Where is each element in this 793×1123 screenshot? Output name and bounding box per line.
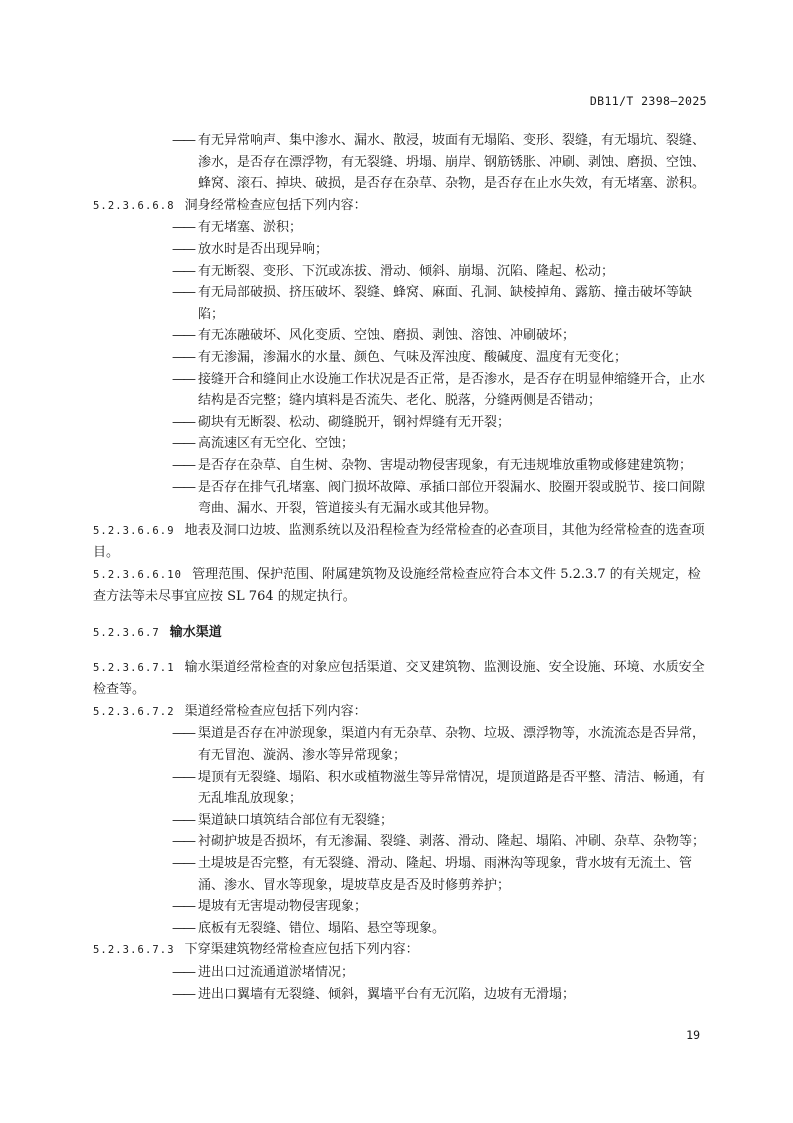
list-item: —— 有无异常响声、集中渗水、漏水、散浸，坡面有无塌陷、变形、裂缝，有无塌坑、裂缝、渗水，是否存在漂浮物，有无裂缝、坍塌、崩岸、钢筋锈胀、冲刷、剥蚀、磨损、空蚀、蜂窝、滚石、掉块、破损，是否存在杂草、杂物，是否存在止水失效，有无堵塞、淤积。 — [93, 130, 705, 195]
dash-marker: —— — [172, 856, 194, 871]
dash-marker: —— — [172, 479, 194, 495]
dash-marker: —— — [172, 436, 194, 452]
clause — [93, 939, 705, 962]
list-item: —— 渠道是否存在冲淤现象，渠道内有无杂草、杂物、垃圾、漂浮物等，水流流态是否异常，有无冒泡、漩涡、渗水等异常现象； — [93, 723, 705, 766]
list-item: —— 有无堵塞、淤积； — [93, 217, 705, 239]
list-item: —— 进出口过流通道淤堵情况； — [93, 962, 705, 984]
list-item: —— 堤顶有无裂缝、塌陷、积水或植物滋生等异常情况，堤顶道路是否平整、清洁、畅通，有无乱堆乱放现象； — [93, 767, 705, 810]
list-item: —— 有无渗漏，渗漏水的水量、颜色、气味及浑浊度、酸碱度、温度有无变化； — [93, 347, 705, 369]
dash-marker: —— — [172, 285, 194, 301]
clause — [93, 564, 705, 608]
clause-number: 5.2.3.6.6.10 — [93, 568, 183, 581]
list-item: —— 接缝开合和缝间止水设施工作状况是否正常，是否渗水，是否存在明显伸缩缝开合，止水结构是否完整；缝内填料是否流失、老化、脱落，分缝两侧是否错动； — [93, 369, 705, 412]
clause — [93, 520, 705, 564]
list-item: —— 是否存在排气孔堵塞、阀门损坏故障、承插口部位开裂漏水、胶圈开裂或脱节、接口间隙弯曲、漏水、开裂，管道接头有无漏水或其他异物。 — [93, 477, 705, 520]
clause — [93, 195, 705, 218]
dash-marker: —— — [172, 964, 194, 980]
dash-marker: —— — [172, 133, 194, 148]
list-item: —— 堤坡有无害堤动物侵害现象； — [93, 896, 705, 918]
clause-number: 5.2.3.6.7.3 — [93, 944, 175, 957]
section-number: 5.2.3.6.7 — [93, 627, 160, 640]
list-item: —— 衬砌护坡是否损坏，有无渗漏、裂缝、剥落、滑动、隆起、塌陷、冲刷、杂草、杂物等； — [93, 831, 705, 853]
dash-marker: —— — [172, 899, 194, 915]
list-item: —— 渠道缺口填筑结合部位有无裂缝； — [93, 810, 705, 832]
dash-marker: —— — [172, 414, 194, 430]
dash-marker: —— — [172, 726, 194, 742]
page-number: 19 — [686, 1028, 700, 1042]
list-item: —— 有无冻融破坏、风化变质、空蚀、磨损、剥蚀、溶蚀、冲刷破坏； — [93, 325, 705, 347]
clause-text: 渠道经常检查应包括下列内容： — [184, 703, 367, 719]
list-item: —— 高流速区有无空化、空蚀； — [93, 433, 705, 455]
dash-marker: —— — [172, 812, 194, 828]
dash-marker: —— — [172, 220, 194, 236]
clause-number: 5.2.3.6.6.8 — [93, 199, 175, 212]
clause — [93, 657, 705, 701]
clause-text: 输水渠道经常检查的对象应包括渠道、交叉建筑物、监测设施、安全设施、环境、水质安全检查等。 — [93, 659, 705, 698]
list-item: —— 进出口翼墙有无裂缝、倾斜，翼墙平台有无沉陷，边坡有无滑塌； — [93, 984, 705, 1006]
clause-number: 5.2.3.6.7.1 — [93, 661, 175, 674]
section-title: 输水渠道 — [169, 625, 222, 641]
list-item: —— 有无断裂、变形、下沉或冻拔、滑动、倾斜、崩塌、沉陷、隆起、松动； — [93, 261, 705, 283]
dash-marker: —— — [172, 834, 194, 850]
clause-text: 管理范围、保护范围、附属建筑物及设施经常检查应符合本文件 5.2.3.7 的有关规定，检查方法等未尽事宜应按 SL 764 的规定执行。 — [93, 566, 701, 605]
dash-marker: —— — [172, 241, 194, 257]
clause-text: 洞身经常检查应包括下列内容： — [184, 197, 367, 213]
dash-marker: —— — [172, 371, 194, 387]
dash-marker: —— — [172, 457, 194, 473]
dash-marker: —— — [172, 349, 194, 365]
document-code: DB11/T 2398—2025 — [589, 94, 707, 108]
clause-text: 地表及洞口边坡、监测系统以及沿程检查为经常检查的必查项目，其他为经常检查的选查项目。 — [93, 522, 705, 561]
list-item: —— 放水时是否出现异响； — [93, 239, 705, 261]
list-item: —— 砌块有无断裂、松动、砌缝脱开，钢衬焊缝有无开裂； — [93, 412, 705, 434]
clause-number: 5.2.3.6.6.9 — [93, 524, 175, 537]
list-item: —— 土堤坡是否完整，有无裂缝、滑动、隆起、坍塌、雨淋沟等现象，背水坡有无流土、管涌、渗水、冒水等现象，堤坡草皮是否及时修剪养护； — [93, 853, 705, 896]
dash-marker: —— — [172, 986, 194, 1002]
list-item: —— 底板有无裂缝、错位、塌陷、悬空等现象。 — [93, 918, 705, 940]
document-body — [93, 130, 705, 1005]
section-heading — [93, 622, 705, 645]
list-item: —— 是否存在杂草、自生树、杂物、害堤动物侵害现象，有无违规堆放重物或修建建筑物； — [93, 455, 705, 477]
clause-text: 下穿渠建筑物经常检查应包括下列内容： — [184, 942, 419, 958]
clause — [93, 701, 705, 724]
dash-marker: —— — [172, 263, 194, 279]
dash-marker: —— — [172, 920, 194, 936]
dash-marker: —— — [172, 328, 194, 344]
list-item: —— 有无局部破损、挤压破坏、裂缝、蜂窝、麻面、孔洞、缺棱掉角、露筋、撞击破坏等缺陷； — [93, 282, 705, 325]
dash-marker: —— — [172, 769, 194, 785]
clause-number: 5.2.3.6.7.2 — [93, 705, 175, 718]
